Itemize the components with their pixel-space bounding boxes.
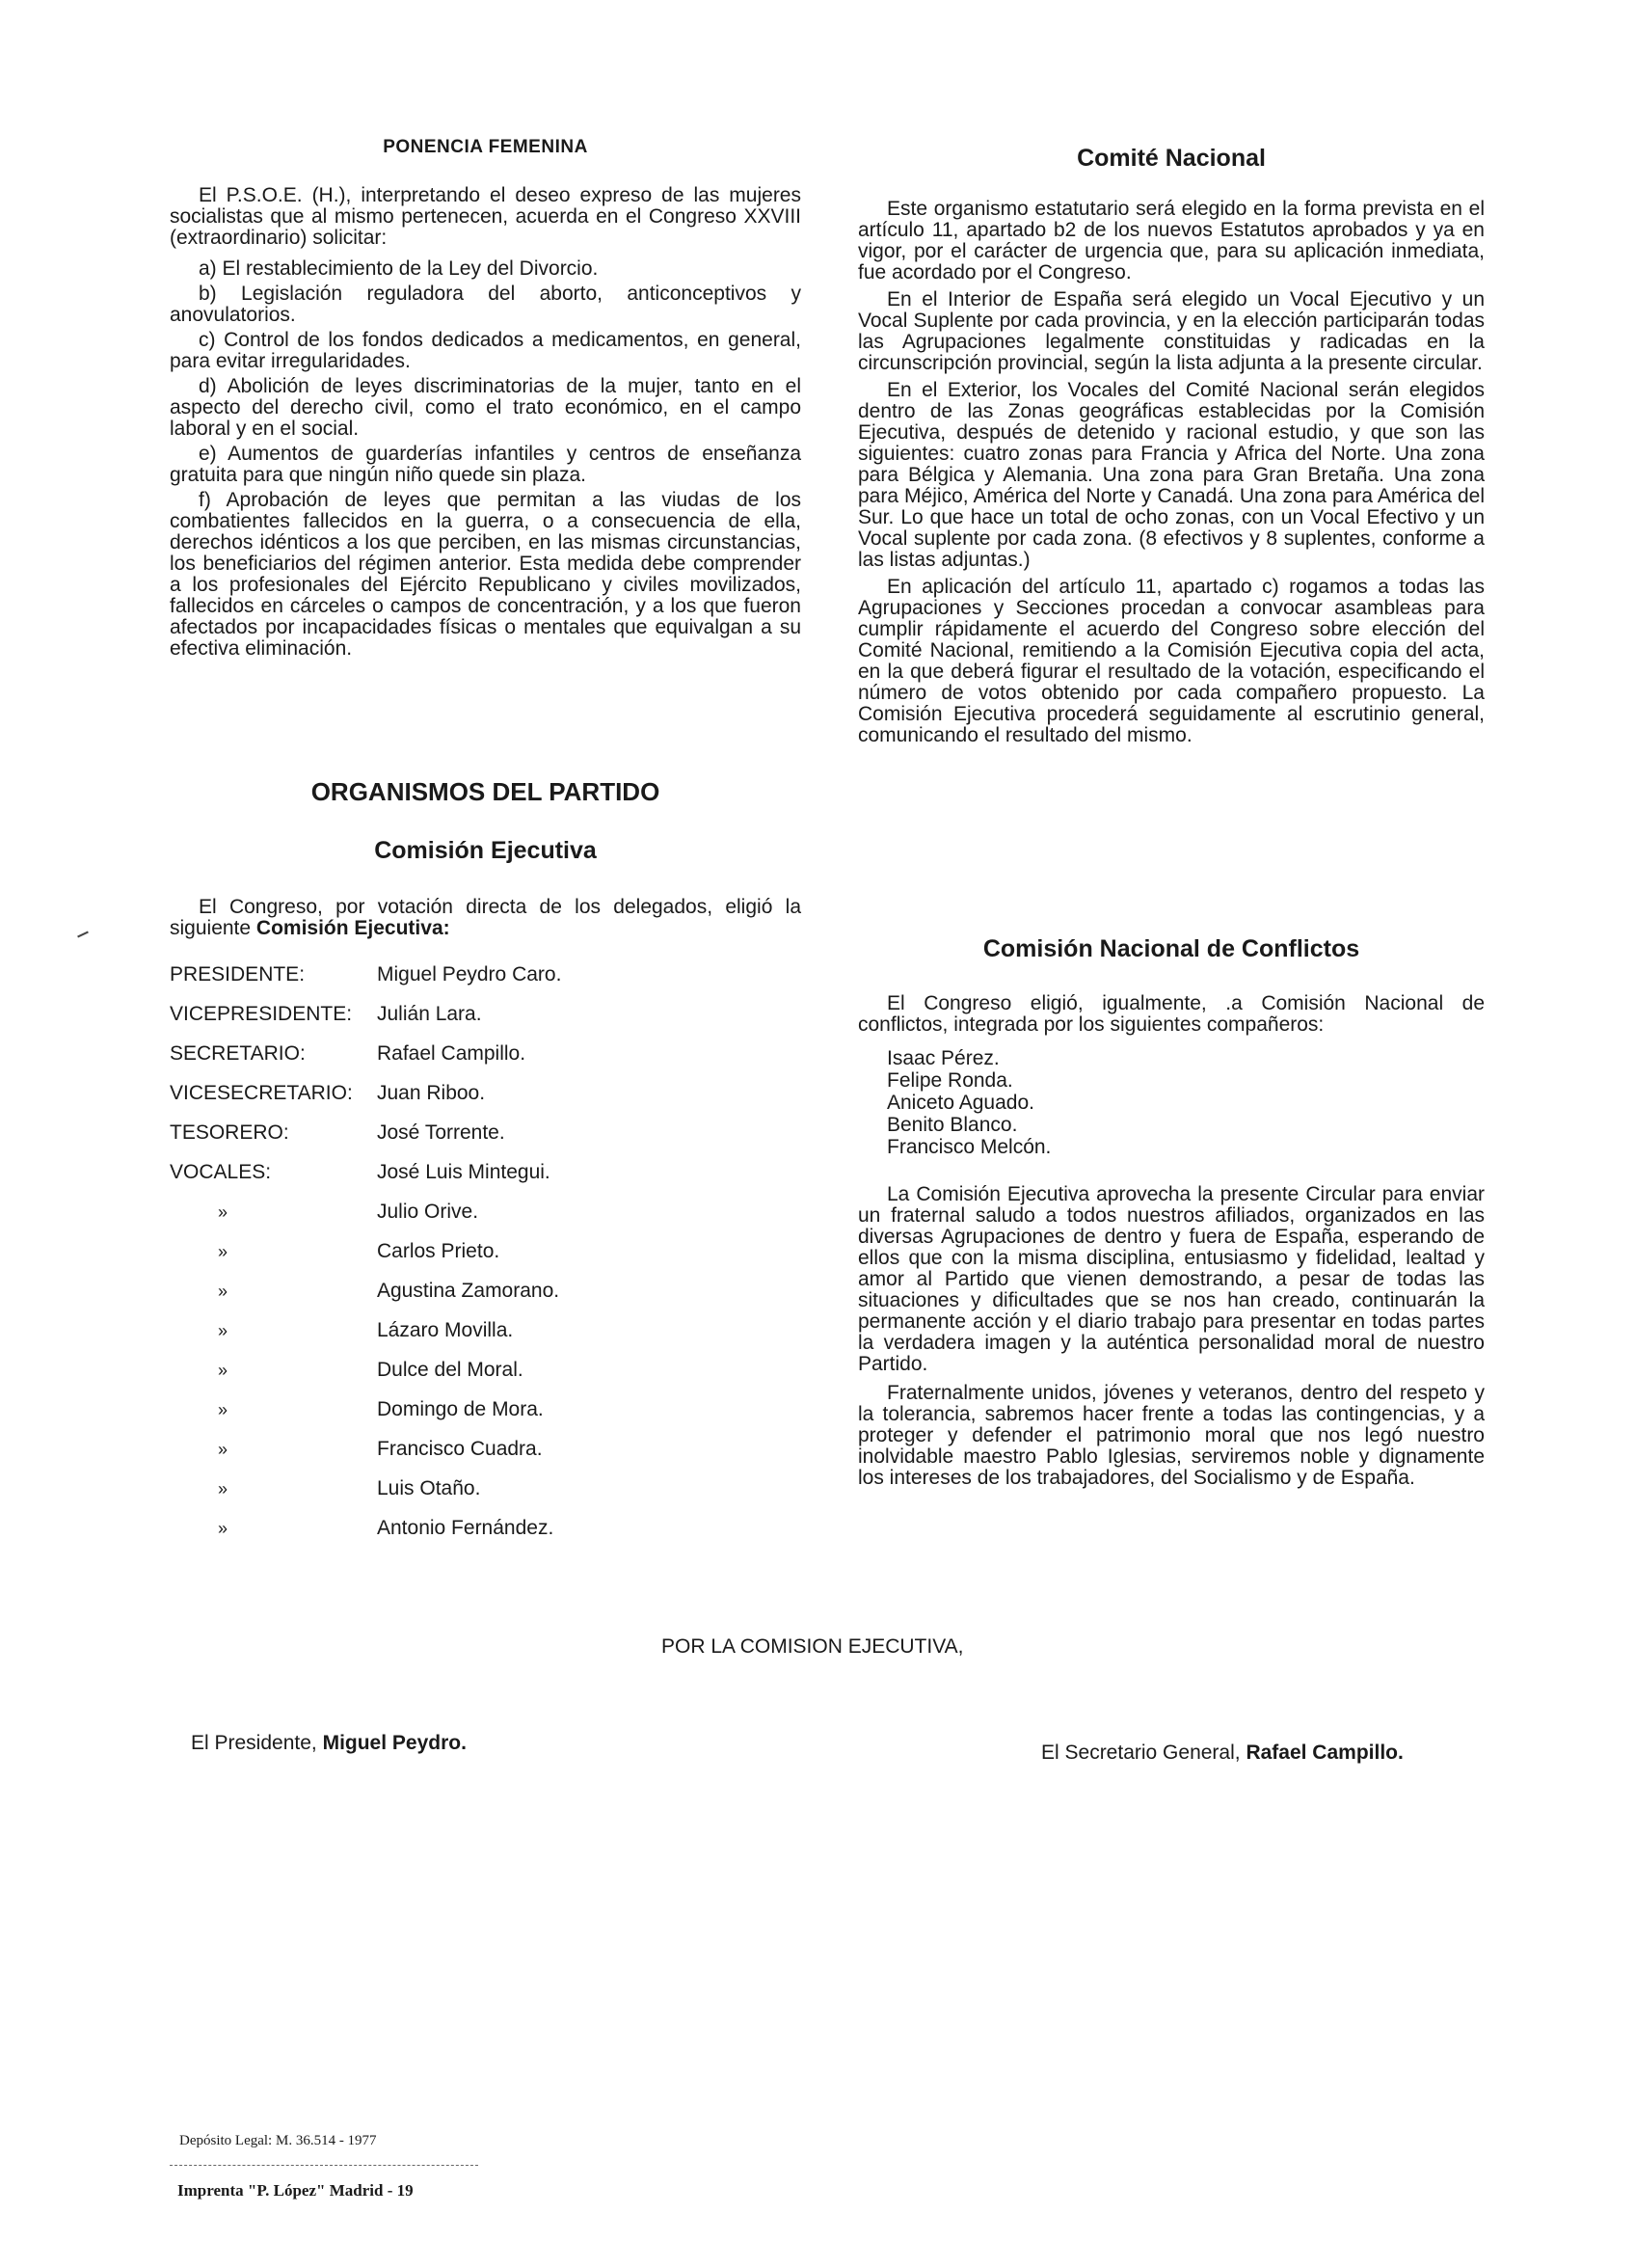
deposito-legal: Depósito Legal: M. 36.514 - 1977 (179, 2133, 377, 2148)
executive-name: Rafael Campillo. (377, 1042, 526, 1065)
ejecutiva-intro (170, 897, 801, 939)
conflictos-members (887, 1047, 1485, 1158)
ponencia-title: PONENCIA FEMENINA (383, 137, 588, 157)
ditto-mark: » (218, 1440, 228, 1459)
executive-role: PRESIDENTE: (170, 963, 306, 986)
ejecutiva-title: Comisión Ejecutiva (374, 837, 597, 864)
comite-paragraph: En el Exterior, los Vocales del Comité Nacional serán elegidos dentro de las Zonas geográficas establecidas por la Comisión Ejecutiva, después de detenido y racional estudio, y que son las siguientes: cuatro zonas para Francia y Africa del Norte. Una zona para Bélgica y Alemania. Una zona para Gran Bretaña. Una zona para Méjico, América del Norte y Canadá. Una zona para América del Sur. Lo que hace un total de ocho zonas, con un Vocal Efectivo y un Vocal suplente por cada zona. (8 efectivos y 8 suplentes, conforme a las listas adjuntas.) (858, 379, 1485, 571)
secretary-signature (1041, 1742, 1404, 1765)
member-name: Isaac Pérez. (887, 1047, 1000, 1069)
executive-name: Antonio Fernández. (377, 1517, 554, 1539)
member-name: Felipe Ronda. (887, 1069, 1013, 1092)
member-name: Francisco Melcón. (887, 1136, 1052, 1158)
president-name: Miguel Peydro. (322, 1732, 467, 1754)
conflictos-intro: El Congreso eligió, igualmente, .a Comisión Nacional de conflictos, integrada por los siguientes compañeros: (858, 992, 1485, 1036)
executive-name: Julio Orive. (377, 1201, 479, 1223)
secretary-name: Rafael Campillo. (1246, 1742, 1404, 1764)
ditto-mark: » (218, 1400, 228, 1419)
executive-role: VOCALES: (170, 1161, 272, 1183)
president-label: El Presidente, (191, 1732, 323, 1754)
ditto-mark: » (218, 1202, 228, 1222)
secretary-label: El Secretario General, (1041, 1742, 1246, 1764)
executive-name: José Luis Mintegui. (377, 1161, 550, 1183)
executive-role: TESORERO: (170, 1121, 289, 1144)
executive-name: José Torrente. (377, 1121, 505, 1144)
president-signature (191, 1732, 467, 1755)
margin-mark (77, 932, 89, 938)
ponencia-item-a: a) El restablecimiento de la Ley del Divorcio. (199, 257, 599, 280)
executive-name: Lázaro Movilla. (377, 1319, 514, 1341)
executive-name: Miguel Peydro Caro. (377, 963, 562, 986)
ponencia-item-b: b) Legislación reguladora del aborto, anticonceptivos y anovulatorios. (170, 283, 801, 326)
executive-name: Dulce del Moral. (377, 1359, 523, 1381)
closing-section (858, 1184, 1485, 1489)
conflictos-title: Comisión Nacional de Conflictos (982, 935, 1360, 962)
ejecutiva-intro-text: El Congreso, por votación directa de los delegados, eligió la siguiente (170, 896, 801, 939)
footer-rule (170, 2165, 478, 2166)
executive-role: SECRETARIO: (170, 1042, 306, 1065)
comite-section (858, 199, 1485, 746)
executive-name: Julián Lara. (377, 1003, 482, 1025)
member-name: Benito Blanco. (887, 1114, 1018, 1136)
executive-name: Luis Otaño. (377, 1477, 481, 1499)
organismos-title: ORGANISMOS DEL PARTIDO (310, 777, 660, 806)
closing-paragraph: La Comisión Ejecutiva aprovecha la presente Circular para enviar un fraternal saludo a todos nuestros afiliados, organizados en las diversas Agrupaciones de dentro y fuera de España, esperando de ellos que con la misma disciplina, entusiasmo y fidelidad, lealtad y amor al Partido que vienen demostrando, a pesar de todas las situaciones y dificultades que se nos han creado, continuarán la permanente acción y el diario trabajo para presentar en todas partes la verdadera imagen y la auténtica personalidad moral de nuestro Partido. (858, 1183, 1485, 1375)
comite-title: Comité Nacional (1077, 145, 1266, 172)
ditto-mark: » (218, 1242, 228, 1261)
ponencia-section (170, 185, 801, 660)
ditto-mark: » (218, 1282, 228, 1301)
executive-role: VICESECRETARIO: (170, 1082, 353, 1104)
ponencia-intro: El P.S.O.E. (H.), interpretando el deseo expreso de las mujeres socialistas que al mismo pertenecen, acuerda en el Congreso XXVIII (extraordinario) solicitar: (170, 184, 801, 249)
executive-name: Francisco Cuadra. (377, 1438, 543, 1460)
imprenta: Imprenta "P. López" Madrid - 19 (177, 2181, 414, 2200)
ponencia-item-d: d) Abolición de leyes discriminatorias de la mujer, tanto en el aspecto del derecho civil, como el trato económico, en el campo laboral y en el social. (170, 375, 801, 440)
ponencia-item-f: f) Aprobación de leyes que permitan a las viudas de los combatientes fallecidos en la guerra, o a consecuencia de ella, derechos idénticos a los que perciben, en las mismas circunstancias, los beneficiarios del régimen anterior. Esta medida debe comprender a los profesionales del Ejército Republicano y civiles movilizados, fallecidos en cárceles o campos de concentración, y a los que fueron afectados por incapacidades físicas o mentales que equivalgan a su efectiva eliminación. (170, 489, 801, 660)
ejecutiva-intro-bold: Comisión Ejecutiva: (255, 917, 450, 939)
executive-name: Carlos Prieto. (377, 1240, 500, 1262)
ponencia-item-c: c) Control de los fondos dedicados a medicamentos, en general, para evitar irregularidades. (170, 329, 801, 372)
closing-paragraph: Fraternalmente unidos, jóvenes y veteranos, dentro del respeto y la tolerancia, sabremos hacer frente a todas las contingencias, y a proteger y defender el patrimonio moral que nos legó nuestro inolvidable maestro Pablo Iglesias, serviremos noble y dignamente los intereses de los trabajadores, del Socialismo y de España. (858, 1382, 1485, 1489)
ditto-mark: » (218, 1321, 228, 1340)
executive-role: VICEPRESIDENTE: (170, 1003, 353, 1025)
comite-paragraph: Este organismo estatutario será elegido en la forma prevista en el artículo 11, apartado b2 de los nuevos Estatutos aprobados y ya en vigor, por el carácter de urgencia que, para su aplicación inmediata, fue acordado por el Congreso. (858, 198, 1485, 284)
por-la-comision: POR LA COMISION EJECUTIVA, (661, 1635, 964, 1658)
comite-paragraph: En el Interior de España será elegido un Vocal Ejecutivo y un Vocal Suplente por cada provincia, y en la elección participarán todas las Agrupaciones legalmente constituidas y radicadas en la circunscripción provincial, según la lista adjunta a la presente circular. (858, 288, 1485, 374)
ponencia-item-e: e) Aumentos de guarderías infantiles y centros de enseñanza gratuita para que ningún niño quede sin plaza. (170, 443, 801, 486)
conflictos-section (858, 993, 1485, 1158)
comite-paragraph: En aplicación del artículo 11, apartado c) rogamos a todas las Agrupaciones y Secciones procedan a convocar asambleas para cumplir rápidamente el acuerdo del Congreso sobre elección del Comité Nacional, remitiendo a la Comisión Ejecutiva copia del acta, en la que deberá figurar el resultado de la votación, especificando el número de votos obtenido por cada compañero propuesto. La Comisión Ejecutiva procederá seguidamente al escrutinio general, comunicando el resultado del mismo. (858, 576, 1485, 746)
executive-name: Agustina Zamorano. (377, 1280, 560, 1302)
member-name: Aniceto Aguado. (887, 1092, 1034, 1114)
ditto-mark: » (218, 1519, 228, 1538)
executive-name: Juan Riboo. (377, 1082, 486, 1104)
executive-name: Domingo de Mora. (377, 1398, 544, 1420)
ditto-mark: » (218, 1361, 228, 1380)
ditto-mark: » (218, 1479, 228, 1498)
